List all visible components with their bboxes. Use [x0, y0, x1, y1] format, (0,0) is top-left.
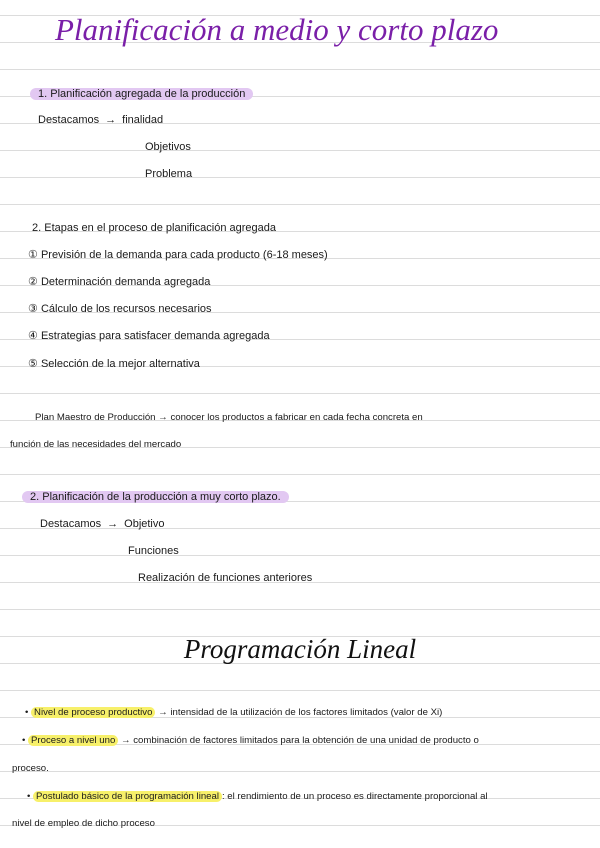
step-number: ④ [28, 330, 38, 342]
step-item [28, 301, 212, 317]
lead-text: Destacamos [38, 114, 100, 126]
bullet-text: → combinación de factores limitados para la obtención de una unidad de producto o [120, 735, 479, 746]
section-title: Programación Lineal [183, 634, 417, 664]
bullet-text: → intensidad de la utilización de los factores limitados (valor de Xi) [158, 707, 443, 718]
page-title: Planificación a medio y corto plazo [55, 12, 499, 47]
plan-line2: función de las necesidades del mercado [10, 439, 182, 450]
bullet-item: • Proceso a nivel uno → combinación de factores limitados para la obtención de una unidad de producto o [22, 735, 479, 746]
step-text: Selección de la mejor alternativa [40, 358, 200, 370]
step-item [28, 274, 210, 290]
step-item [28, 328, 270, 344]
step-number: ② [28, 276, 38, 288]
list-item: Objetivo [124, 518, 165, 530]
step-number: ① [28, 249, 38, 261]
list-item: finalidad [122, 114, 164, 126]
section1-lead [38, 112, 163, 128]
step-text: Previsión de la demanda para cada producto (6-18 meses) [40, 249, 328, 261]
bullet-item: • Nivel de proceso productivo → intensidad de la utilización de los factores limitados (valor de Xi) [25, 707, 443, 718]
bullet-cont: proceso. [12, 763, 49, 774]
highlight-term: Postulado básico de la programación lineal [33, 791, 222, 802]
plan-line1: Plan Maestro de Producción → conocer los productos a fabricar en cada fecha concreta en [35, 412, 423, 423]
bullet-text: : el rendimiento de un proceso es directamente proporcional al [221, 791, 488, 802]
list-item: Objetivos [145, 141, 191, 153]
step-item [28, 356, 200, 372]
step-number: ③ [28, 303, 38, 315]
section3-lead [40, 516, 165, 532]
bullet-cont: nivel de empleo de dicho proceso [12, 818, 155, 829]
heading-text: 1. Planificación agregada de la producción [30, 88, 253, 100]
lead-text: Destacamos [40, 518, 102, 530]
step-number: ⑤ [28, 358, 38, 370]
arrow-icon: → [107, 518, 119, 530]
section1-heading [30, 86, 253, 102]
list-item: Funciones [128, 545, 179, 557]
step-text: Estrategias para satisfacer demanda agregada [40, 330, 270, 342]
bullet-item: • Postulado básico de la programación lineal : el rendimiento de un proceso es directamente proporcional al [27, 791, 488, 802]
section3-heading [22, 489, 289, 505]
list-item: Realización de funciones anteriores [138, 572, 313, 584]
highlight-term: Proceso a nivel uno [28, 735, 118, 746]
step-text: Cálculo de los recursos necesarios [40, 303, 212, 315]
highlight-term: Nivel de proceso productivo [31, 707, 155, 718]
heading-text: 2. Planificación de la producción a muy corto plazo. [22, 491, 289, 503]
step-item [28, 247, 328, 263]
step-text: Determinación demanda agregada [40, 276, 211, 288]
list-item: Problema [145, 168, 193, 180]
arrow-icon: → [105, 114, 117, 126]
section2-heading: 2. Etapas en el proceso de planificación agregada [32, 222, 277, 234]
